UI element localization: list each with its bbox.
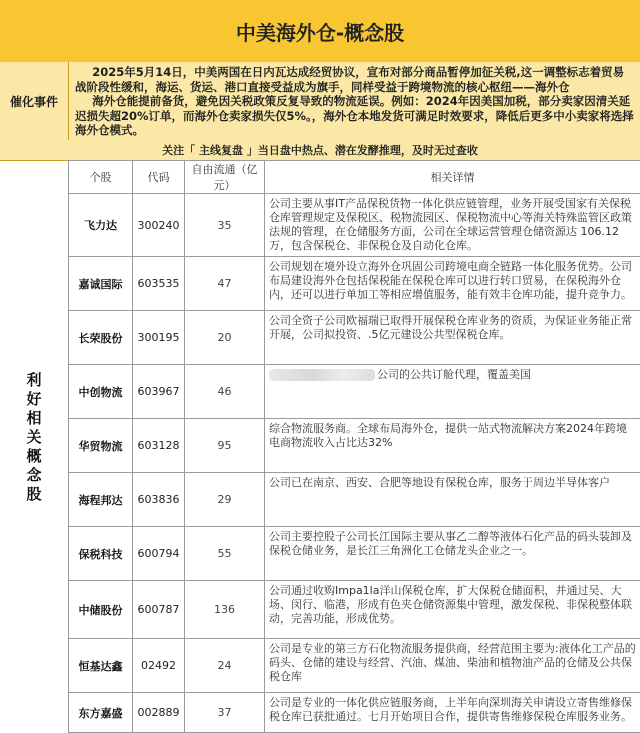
stock-detail: 公司的公共订舱代理，覆盖美国 (377, 368, 531, 381)
side-category-text: 利好相关概念股 (24, 372, 45, 505)
stock-free-float: 95 (185, 419, 265, 473)
stock-name: 嘉诚国际 (69, 257, 133, 311)
side-category-label (0, 160, 69, 716)
catalyst-text (69, 62, 640, 140)
catalyst-section (0, 62, 640, 141)
stock-table (68, 160, 640, 733)
stock-free-float: 37 (185, 693, 265, 733)
stock-detail: 公司已在南京、西安、合肥等地设有保税仓库，服务于周边半导体客户 (265, 473, 640, 527)
table-row (69, 257, 640, 311)
table-row (69, 527, 640, 581)
table-row (69, 639, 640, 693)
stock-detail-cell (265, 365, 640, 419)
stock-code: 603967 (133, 365, 185, 419)
table-row (69, 194, 640, 257)
stock-detail: 公司是专业的第三方石化物流服务提供商，经营范围主要为:液体化工产品的码头、仓储的建设与经营、汽油、煤油、柴油和植物油产品的仓储及公共保税仓库 (265, 639, 640, 693)
stock-code: 603535 (133, 257, 185, 311)
stock-free-float: 35 (185, 194, 265, 257)
stock-code: 600794 (133, 527, 185, 581)
stock-code: 002889 (133, 693, 185, 733)
header-detail: 相关详情 (265, 161, 640, 194)
stock-code: 603128 (133, 419, 185, 473)
stock-name: 东方嘉盛 (69, 693, 133, 733)
stock-name: 海程邦达 (69, 473, 133, 527)
catalyst-paragraph-2: 海外仓能提前备货，避免因关税政策反复导致的物流延误。例如：2024年因美国加税，部分卖家因清关延迟损失超20%订单，而海外仓卖家损失仅5%。，海外仓本地发货可满足时效要求，降低后更多中小卖家将选择海外仓模式。 (75, 94, 634, 138)
page-title: 中美海外仓-概念股 (0, 0, 640, 63)
redacted-blur (269, 369, 375, 381)
stock-code: 603836 (133, 473, 185, 527)
table-row (69, 473, 640, 527)
stock-detail: 公司主要控股子公司长江国际主要从事乙二醇等液体石化产品的码头装卸及保税仓储业务，是长江三角洲化工仓储龙头企业之一。 (265, 527, 640, 581)
header-stock: 个股 (69, 161, 133, 194)
header-free-float: 自由流通（亿元） (185, 161, 265, 194)
catalyst-label: 催化事件 (0, 62, 69, 140)
stock-name: 中创物流 (69, 365, 133, 419)
header-code: 代码 (133, 161, 185, 194)
stock-detail: 公司是专业的一体化供应链服务商，上半年向深圳海关申请设立寄售维修保税仓库已获批通过。七月开始项目合作，提供寄售维修保税仓库服务业务。 (265, 693, 640, 733)
stock-free-float: 47 (185, 257, 265, 311)
stock-free-float: 24 (185, 639, 265, 693)
stock-name: 华贸物流 (69, 419, 133, 473)
table-row (69, 693, 640, 733)
table-row (69, 311, 640, 365)
stock-code: 02492 (133, 639, 185, 693)
table-header-row (69, 161, 640, 194)
stock-free-float: 55 (185, 527, 265, 581)
stock-detail: 综合物流服务商。全球布局海外仓，提供一站式物流解决方案2024年跨境电商物流收入占比达32% (265, 419, 640, 473)
stock-code: 600787 (133, 581, 185, 639)
notice-banner: 关注「 主线复盘 」当日盘中热点、潜在发酵推理，及时无过查收 (0, 140, 640, 161)
stock-code: 300240 (133, 194, 185, 257)
stock-free-float: 46 (185, 365, 265, 419)
stock-free-float: 136 (185, 581, 265, 639)
stock-name: 保税科技 (69, 527, 133, 581)
stock-code: 300195 (133, 311, 185, 365)
stock-free-float: 20 (185, 311, 265, 365)
stock-detail: 公司全资子公司欧福瑞已取得开展保税仓库业务的资质，为保证业务能正常开展，公司拟投资、.5亿元建设公共型保税仓库。 (265, 311, 640, 365)
stock-name: 长荣股份 (69, 311, 133, 365)
table-row (69, 581, 640, 639)
stock-name: 恒基达鑫 (69, 639, 133, 693)
stock-detail: 公司主要从事IT产品保税货物一体化供应链管理，业务开展受国家有关保税仓库管理规定及保税区、税物流园区、保税物流中心等海关特殊监管区政策法规的管理，在仓储服务方面，公司在全球运营管理仓储资源达 106.12万，包含保税仓、非保税仓及自动化仓库。 (265, 194, 640, 257)
table-row (69, 365, 640, 419)
stock-name: 中储股份 (69, 581, 133, 639)
stock-name: 飞力达 (69, 194, 133, 257)
stock-detail: 公司通过收购Impa1la洋山保税仓库，扩大保税仓储面积，并通过吴、大场、闵行、临港，形成有色夹仓储资源集中管理，激发保税、非保税整体联动，完善功能，形成优势。 (265, 581, 640, 639)
stock-detail: 公司规划在境外设立海外仓巩固公司跨境电商全链路一体化服务优势。公司布局建设海外仓包括保税能在保税仓库可以进行转口贸易，在保税海外仓内，还可以进行单加工等相应增值服务，能有效丰仓库功能，提升竞争力。 (265, 257, 640, 311)
table-row (69, 419, 640, 473)
stock-free-float: 29 (185, 473, 265, 527)
catalyst-paragraph-1: 2025年5月14日，中美两国在日内瓦达成经贸协议，宣布对部分商品暂停加征关税,这一调整标志着贸易战阶段性缓和，海运、货运、港口直接受益成为旗手，同样受益于跨境物流的核心枢纽——海外仓 (75, 65, 634, 94)
